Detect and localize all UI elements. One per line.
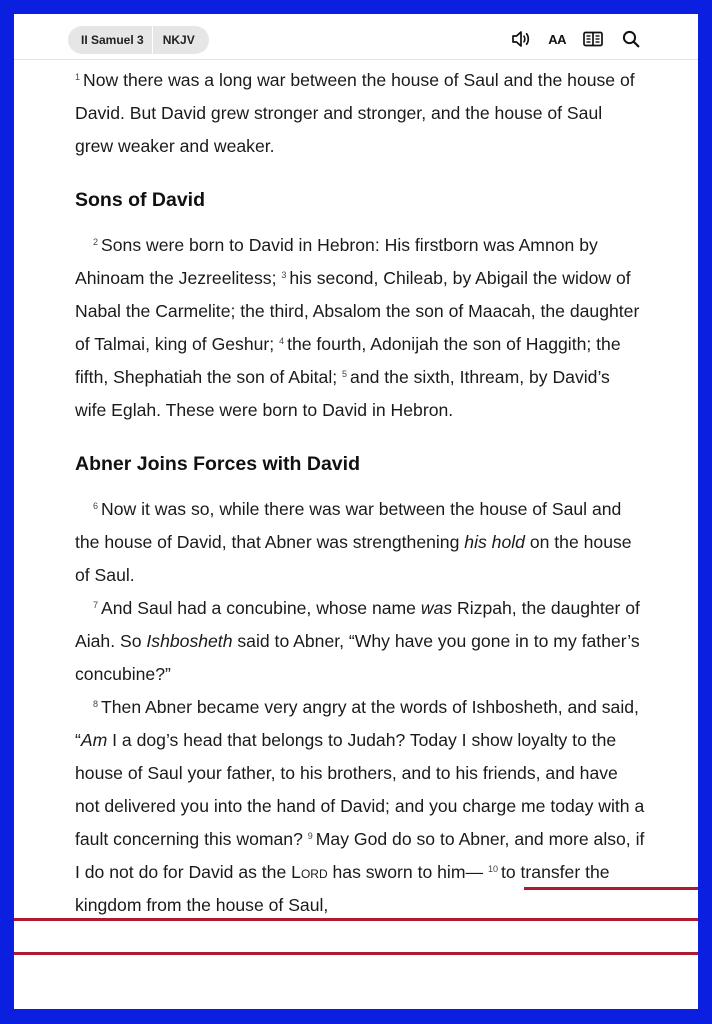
verse-text: said to Abner, “Why have you gone in to my father’s concubine?” <box>75 631 640 684</box>
verse-paragraph <box>75 64 645 163</box>
highlight-underline <box>524 887 698 890</box>
passage-selector[interactable] <box>68 26 209 54</box>
lord-small-caps: Lord <box>291 862 328 882</box>
verse-number: 9 <box>307 831 313 841</box>
top-toolbar <box>14 14 698 60</box>
highlight-underline <box>14 918 698 921</box>
book-chapter-button[interactable]: II Samuel 3 <box>81 33 144 47</box>
verse-italic-text: Am <box>80 730 108 750</box>
section-heading: Sons of David <box>75 189 206 211</box>
verse-italic-text: Ishbosheth <box>146 631 233 651</box>
verse-text: And Saul had a concubine, whose name <box>101 598 421 618</box>
verse-text: on the house of Saul. <box>75 532 632 585</box>
verse-number: 5 <box>342 369 348 379</box>
verse-number: 8 <box>93 699 99 709</box>
verse-text: his second, Chileab, by Abigail the widow of Nabal the Carmelite; the third, Absalom the son of Maacah, the daughter of Talmai, king of Geshur; <box>75 268 640 354</box>
verse-italic-text: his hold <box>464 532 525 552</box>
verse-text: Rizpah, the daughter of Aiah. So <box>75 598 640 651</box>
verse-number: 1 <box>75 72 81 82</box>
verse-text: has sworn to him— <box>327 862 488 882</box>
verse-text: May God do so to Abner, and more also, if I do not do for David as the <box>75 829 645 882</box>
verse-text: the fourth, Adonijah the son of Haggith; the fifth, Shephatiah the son of Abital; <box>75 334 621 387</box>
verse-text: Now it was so, while there was war between the house of Saul and the house of David, that Abner was strengthening <box>75 499 622 552</box>
verse-number: 4 <box>279 336 285 346</box>
verse-text: Sons were born to David in Hebron: His firstborn was Amnon by Ahinoam the Jezreelitess; <box>75 235 598 288</box>
passage-text <box>75 64 645 922</box>
reader-window <box>14 14 698 1009</box>
verse-number: 7 <box>93 600 99 610</box>
version-button[interactable]: NKJV <box>162 33 195 47</box>
font-size-button[interactable]: AA <box>548 31 566 47</box>
verse-paragraph <box>75 592 645 691</box>
speaker-icon[interactable] <box>510 28 532 50</box>
verse-text: and the sixth, Ithream, by David’s wife Eglah. These were born to David in Hebron. <box>75 367 610 420</box>
verse-paragraph <box>75 229 645 427</box>
highlight-underline <box>14 952 698 955</box>
search-icon[interactable] <box>620 28 642 50</box>
verse-italic-text: was <box>420 598 453 618</box>
verse-paragraph <box>75 493 645 592</box>
verse-text: Then Abner became very angry at the words of Ishbosheth, and said, “ <box>75 697 639 750</box>
verse-number: 6 <box>93 501 99 511</box>
verse-number: 2 <box>93 237 99 247</box>
toolbar-actions <box>510 28 642 50</box>
verse-text: I a dog’s head that belongs to Judah? Today I show loyalty to the house of Saul your father, to his brothers, and to his friends, and have not delivered you into the hand of David; and you charge me today with a fault concerning this woman? <box>75 730 645 849</box>
verse-text: Now there was a long war between the house of Saul and the house of David. But David grew stronger and stronger, and the house of Saul grew weaker and weaker. <box>75 70 635 156</box>
verse-number: 10 <box>487 864 498 874</box>
section-heading: Abner Joins Forces with David <box>75 453 360 475</box>
verse-number: 3 <box>281 270 287 280</box>
book-open-icon[interactable] <box>582 28 604 50</box>
verse-text: to transfer the kingdom from the house of Saul, <box>75 862 610 915</box>
